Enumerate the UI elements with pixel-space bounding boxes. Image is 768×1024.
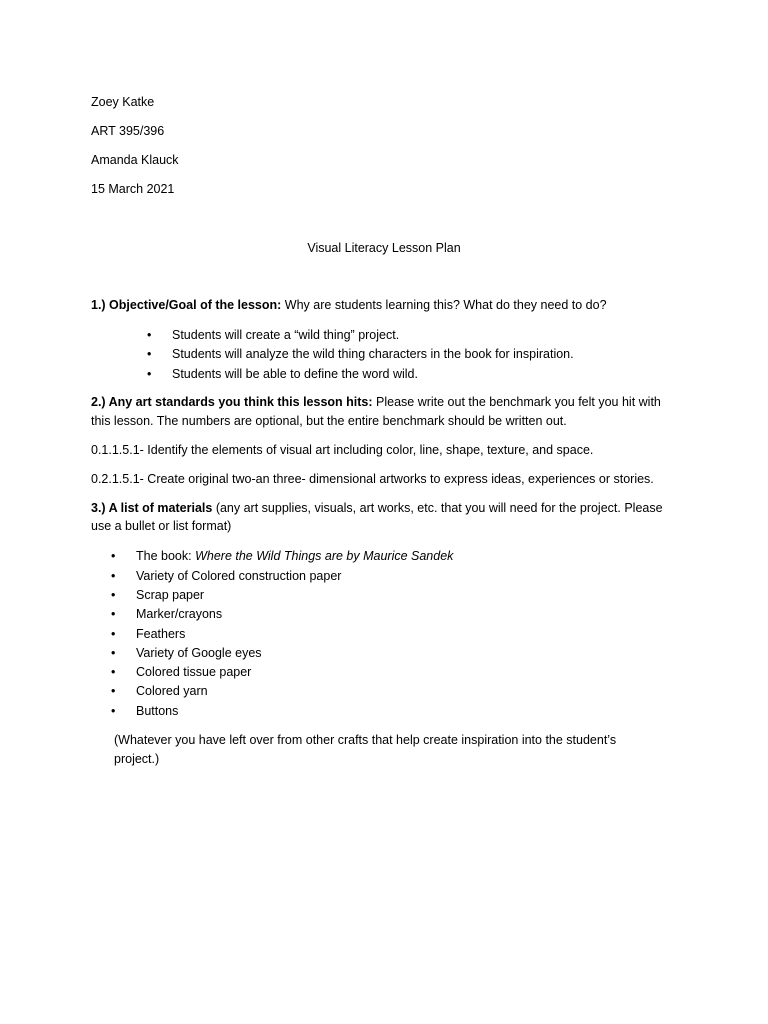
section-3-heading: 3.) A list of materials [91, 501, 213, 515]
objective-text: Students will create a “wild thing” project. [172, 328, 400, 342]
instructor-name: Amanda Klauck [91, 153, 179, 167]
section-2-heading: 2.) Any art standards you think this lesson hits: [91, 395, 373, 409]
objective-text: Students will be able to define the word wild. [172, 367, 418, 381]
section-2-line [91, 393, 661, 412]
material-text: Scrap paper [136, 588, 205, 602]
materials-note: (Whatever you have left over from other crafts that help create inspiration into the student’s [114, 733, 617, 747]
bullet-icon: • [111, 607, 116, 621]
standard-benchmark: 0.1.1.5.1- Identify the elements of visual art including color, line, shape, texture, and space. [91, 443, 594, 457]
course-code: ART 395/396 [91, 124, 165, 138]
material-text: Feathers [136, 627, 186, 641]
standard-benchmark: 0.2.1.5.1- Create original two-an three- dimensional artworks to express ideas, experiences or stories. [91, 472, 654, 486]
material-text: Variety of Google eyes [136, 646, 262, 660]
section-1-heading: 1.) Objective/Goal of the lesson: [91, 298, 282, 312]
section-2-prompt-cont: this lesson. The numbers are optional, but the entire benchmark should be written out. [91, 414, 567, 428]
book-label: The book: [136, 549, 196, 563]
section-1-prompt: Why are students learning this? What do they need to do? [281, 298, 607, 312]
book-title: Where the Wild Things are by Maurice Sandek [195, 549, 454, 563]
material-text: Colored tissue paper [136, 665, 252, 679]
material-text: Colored yarn [136, 684, 208, 698]
bullet-icon: • [147, 347, 152, 361]
materials-note-cont: project.) [114, 752, 160, 766]
section-3-prompt-cont: use a bullet or list format) [91, 519, 232, 533]
section-3-line [91, 499, 663, 518]
bullet-icon: • [111, 665, 116, 679]
material-text: Variety of Colored construction paper [136, 569, 342, 583]
document-date: 15 March 2021 [91, 182, 175, 196]
section-3-prompt: (any art supplies, visuals, art works, etc. that you will need for the project. Please [212, 501, 663, 515]
bullet-icon: • [147, 328, 152, 342]
bullet-icon: • [111, 549, 116, 563]
material-text: Marker/crayons [136, 607, 223, 621]
bullet-icon: • [147, 367, 152, 381]
objective-text: Students will analyze the wild thing characters in the book for inspiration. [172, 347, 574, 361]
bullet-icon: • [111, 627, 116, 641]
material-text: Buttons [136, 704, 179, 718]
bullet-icon: • [111, 646, 116, 660]
section-1-line [91, 296, 607, 315]
document-title: Visual Literacy Lesson Plan [307, 241, 461, 255]
bullet-icon: • [111, 569, 116, 583]
bullet-icon: • [111, 684, 116, 698]
section-2-prompt: Please write out the benchmark you felt you hit with [372, 395, 661, 409]
bullet-icon: • [111, 588, 116, 602]
student-name: Zoey Katke [91, 95, 155, 109]
bullet-icon: • [111, 704, 116, 718]
